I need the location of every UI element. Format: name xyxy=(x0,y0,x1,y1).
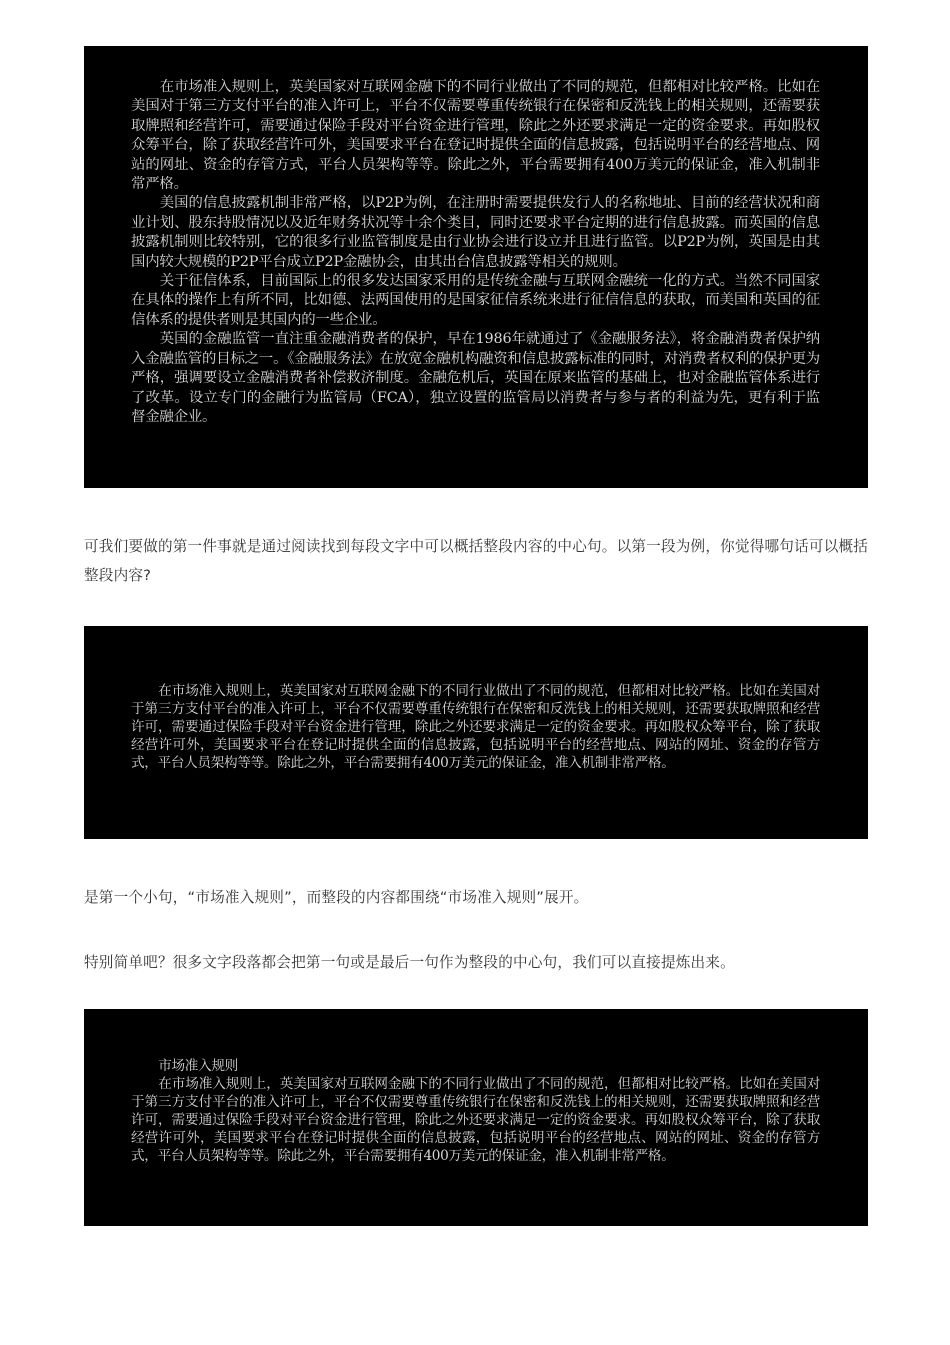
screenshot-paragraph: 在市场准入规则上，英美国家对互联网金融下的不同行业做出了不同的规范，但都相对比较严格。比如在美国对于第三方支付平台的准入许可上，平台不仅需要尊重传统银行在保密和反洗钱上的相关规则，还需要获取牌照和经营许可，需要通过保险手段对平台资金进行管理，除此之外还要求满足一定的资金要求。再如股权众筹平台，除了获取经营许可外，美国要求平台在登记时提供全面的信息披露，包括说明平台的经营地点、网站的网址、资金的存管方式，平台人员架构等等。除此之外，平台需要拥有400万美元的保证金，准入机制非常严格。 xyxy=(131,683,820,771)
screenshot-paragraph: 关于征信体系，目前国际上的很多发达国家采用的是传统金融与互联网金融统一化的方式。当然不同国家在具体的操作上有所不同，比如德、法两国使用的是国家征信系统来进行征信信息的获取，而美国和英国的征信体系的提供者则是其国内的一些企业。 xyxy=(131,273,820,328)
screenshot-paragraph: 在市场准入规则上，英美国家对互联网金融下的不同行业做出了不同的规范，但都相对比较严格。比如在美国对于第三方支付平台的准入许可上，平台不仅需要尊重传统银行在保密和反洗钱上的相关规则，还需要获取牌照和经营许可，需要通过保险手段对平台资金进行管理，除此之外还要求满足一定的资金要求。再如股权众筹平台，除了获取经营许可外，美国要求平台在登记时提供全面的信息披露，包括说明平台的经营地点、网站的网址、资金的存管方式，平台人员架构等等。除此之外，平台需要拥有400万美元的保证金，准入机制非常严格。 xyxy=(131,79,820,193)
screenshot-paragraph: 英国的金融监管一直注重金融消费者的保护，早在1986年就通过了《金融服务法》，将金融消费者保护纳入金融监管的目标之一。《金融服务法》在放宽金融机构融资和信息披露标准的同时，对消费者权利的保护更为严格，强调要设立金融消费者补偿救济制度。金融危机后，英国在原来监管的基础上，也对金融监管体系进行了改革。设立专门的金融行为监管局（FCA），独立设置的监管局以消费者与参与者的利益为先，更有利于监督金融企业。 xyxy=(131,331,820,425)
screenshot-paragraph: 美国的信息披露机制非常严格，以P2P为例，在注册时需要提供发行人的名称地址、目前的经营状况和商业计划、股东持股情况以及近年财务状况等十余个类目，同时还要求平台定期的进行信息披露。而英国的信息披露机制则比较特别，它的很多行业监管制度是由行业协会进行设立并且进行监管。以P2P为例，英国是由其国内较大规模的P2P平台成立P2P金融协会，由其出台信息披露等相关的规则。 xyxy=(131,195,820,270)
text-screenshot-full xyxy=(84,46,868,488)
caption-tip: 特别简单吧？很多文字段落都会把第一句或是最后一句作为整段的中心句，我们可以直接提炼出来。 xyxy=(84,954,735,971)
text-screenshot-first-paragraph xyxy=(84,626,868,839)
caption-question: 可我们要做的第一件事就是通过阅读找到每段文字中可以概括整段内容的中心句。以第一段为例，你觉得哪句话可以概括整段内容? xyxy=(84,538,869,584)
caption-answer: 是第一个小句，“市场准入规则”，而整段的内容都围绕“市场准入规则”展开。 xyxy=(84,889,589,906)
screenshot-paragraph: 在市场准入规则上，英美国家对互联网金融下的不同行业做出了不同的规范，但都相对比较严格。比如在美国对于第三方支付平台的准入许可上，平台不仅需要尊重传统银行在保密和反洗钱上的相关规则，还需要获取牌照和经营许可，需要通过保险手段对平台资金进行管理，除此之外还要求满足一定的资金要求。再如股权众筹平台，除了获取经营许可外，美国要求平台在登记时提供全面的信息披露，包括说明平台的经营地点、网站的网址、资金的存管方式，平台人员架构等等。除此之外，平台需要拥有400万美元的保证金，准入机制非常严格。 xyxy=(131,1076,820,1164)
screenshot-heading: 市场准入规则 xyxy=(158,1058,238,1074)
text-screenshot-with-heading xyxy=(84,1009,868,1226)
